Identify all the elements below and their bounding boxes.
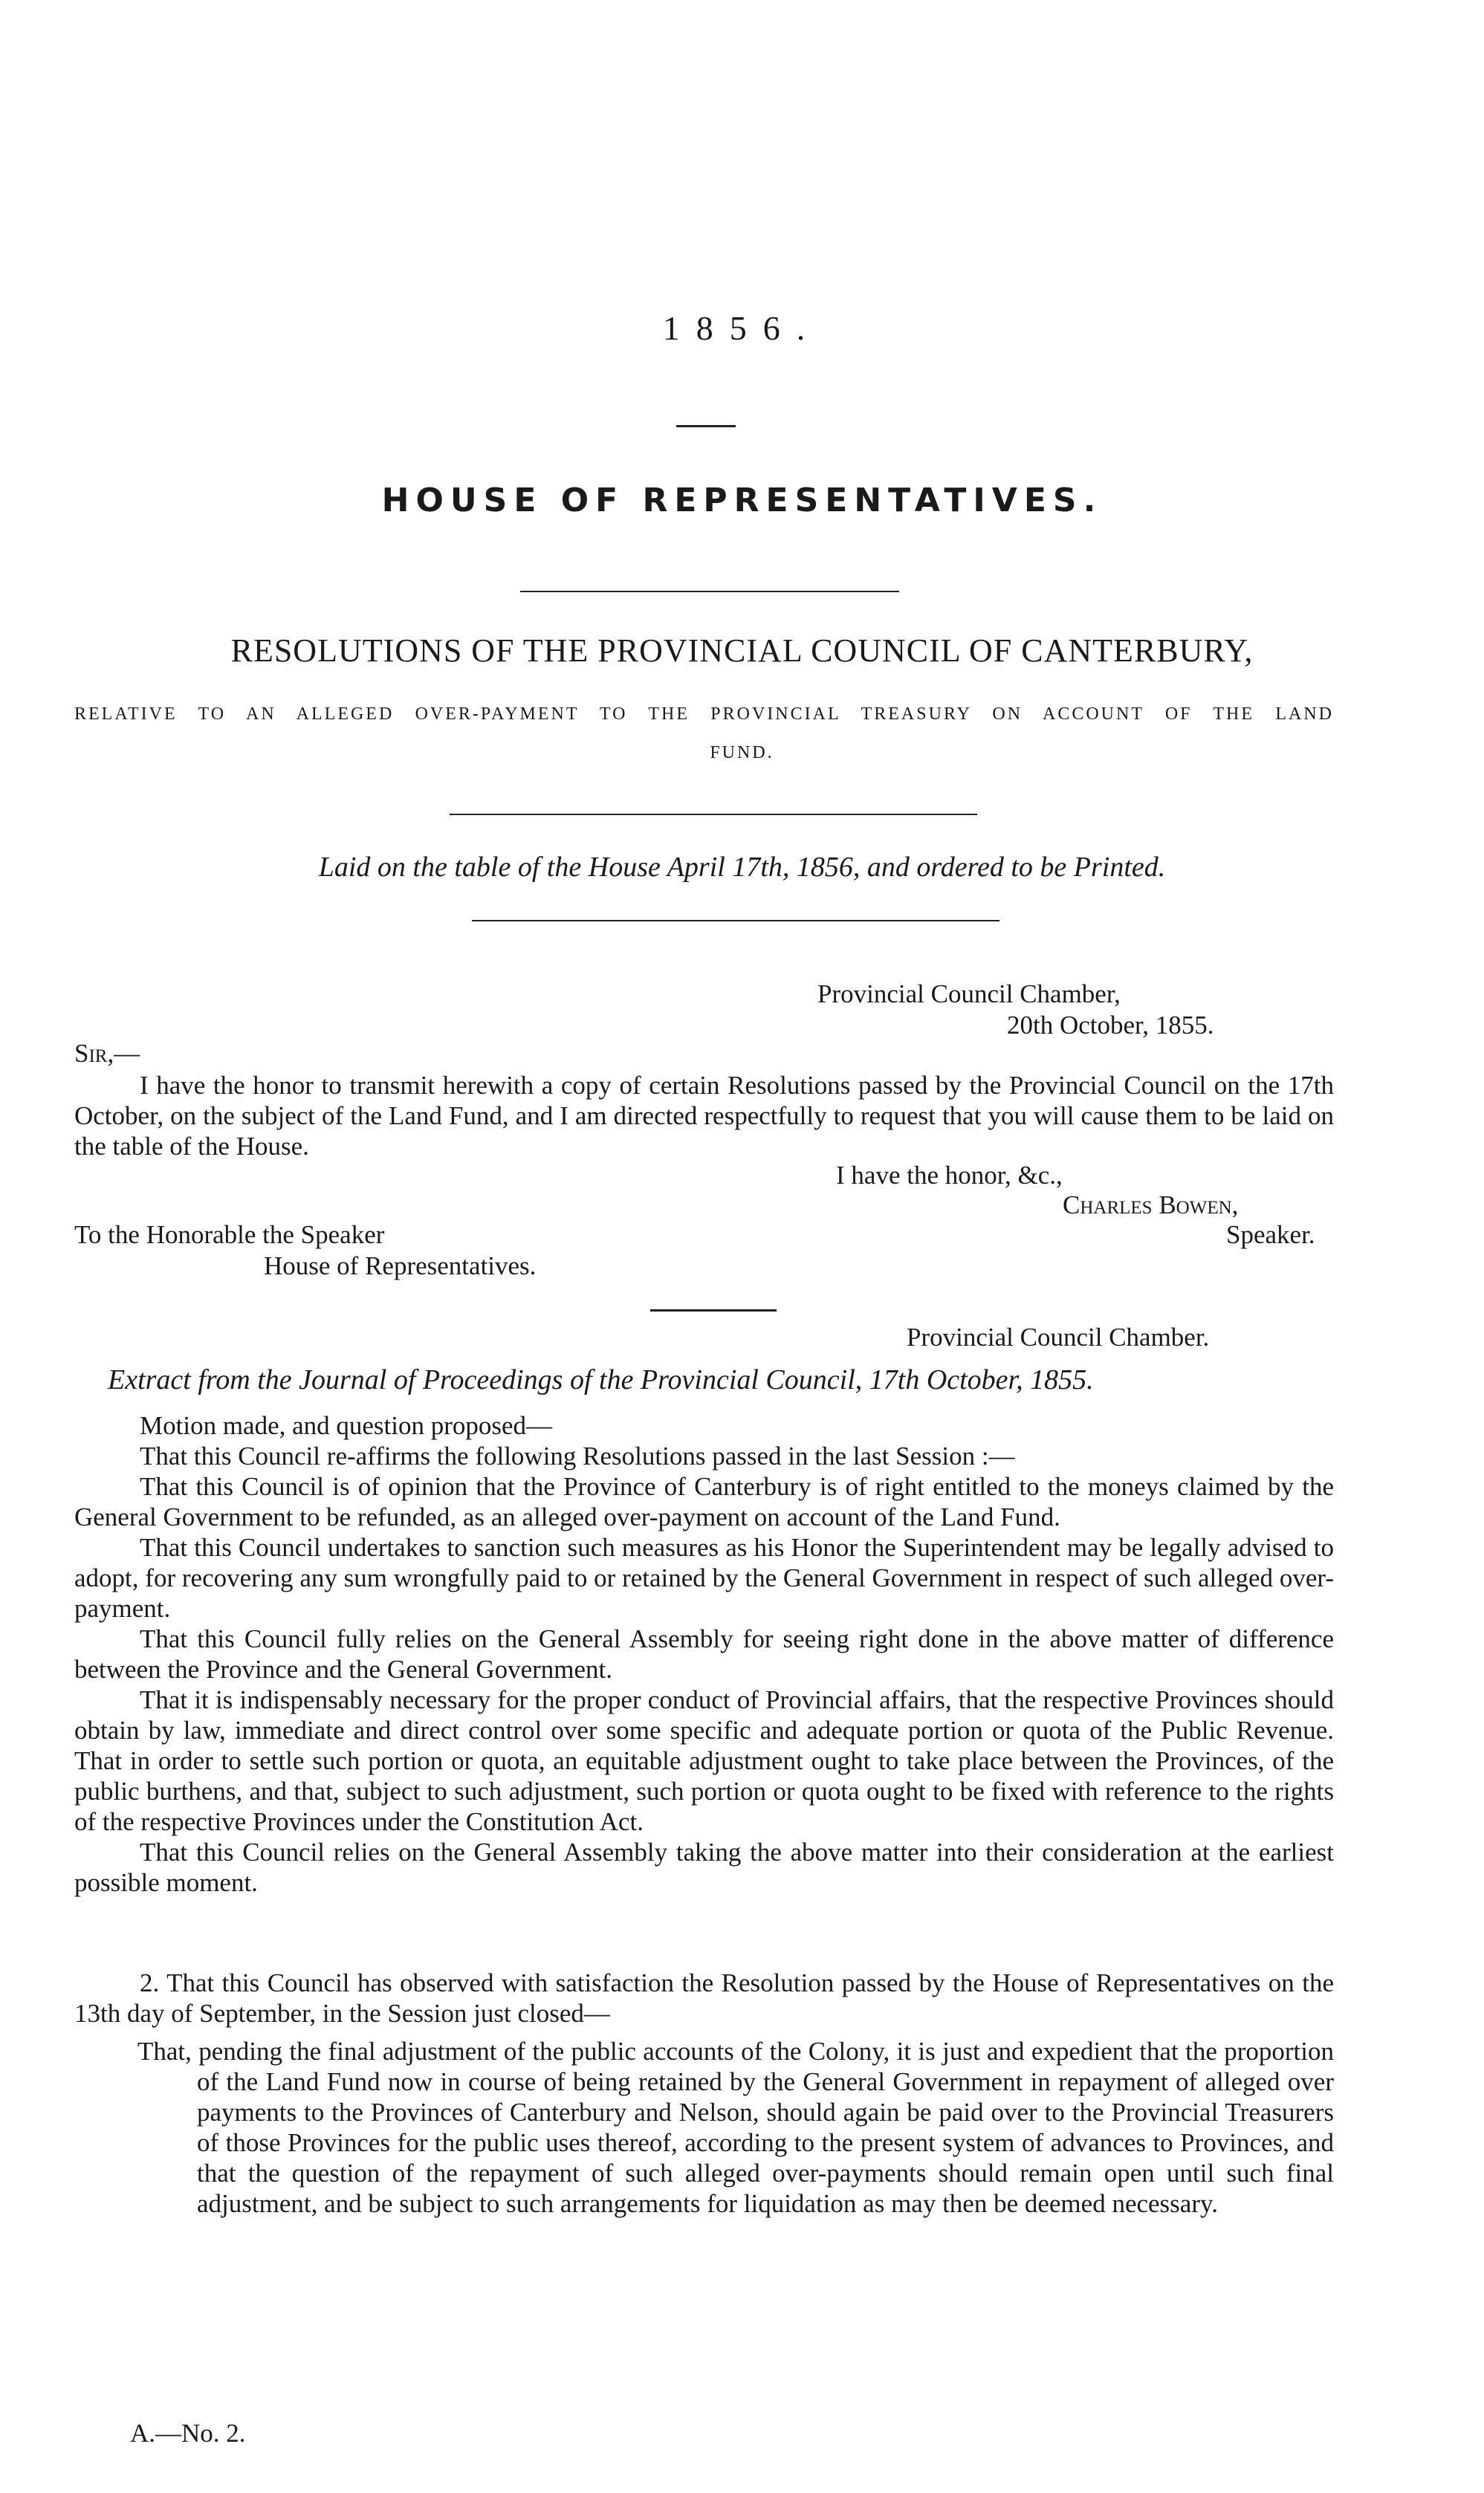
letter-body <box>74 1070 1334 1161</box>
extract-paragraphs <box>74 1410 1334 1898</box>
document-title: RESOLUTIONS OF THE PROVINCIAL COUNCIL OF CANTERBURY, <box>230 632 1254 669</box>
extract-heading: Extract from the Journal of Proceedings of the Provincial Council, 17th October, 1855. <box>108 1364 1094 1395</box>
page-reference: A.—No. 2. <box>130 2419 246 2448</box>
rule-3 <box>472 920 999 921</box>
letter-body-text: I have the honor to transmit herewith a copy of certain Resolutions passed by the Provincial Council on the 17th October, on the subject of the Land Fund, and I am directed respectfully to request that you will cause them to be laid on the table of the House. <box>74 1071 1334 1161</box>
rule-4 <box>650 1309 777 1312</box>
extract-paragraph: That it is indispensably necessary for the proper conduct of Provincial affairs, that the respective Provinces should obtain by law, immediate and direct control over some specific and adequate portion or quota of the Public Revenue. That in order to settle such portion or quota, an equitable adjustment ought to take place between the Provinces, of the public burthens, and that, subject to such adjustment, such portion or quota ought to be fixed with reference to the rights of the respective Provinces under the Constitution Act. <box>74 1685 1334 1836</box>
quoted-resolution-text: That, pending the final adjustment of the public accounts of the Colony, it is just and expedient that the proportion of the Land Fund now in course of being retained by the General Government in repayment of alleged over payments to the Provinces of Canterbury and Nelson, should again be paid over to the Provincial Treasurers of those Provinces for the public uses thereof, according to the present system of advances to Provinces, and that the question of the repayment of such alleged over-payments should remain open until such final adjustment, and be subject to such arrangements for liquidation as may then be deemed necessary. <box>137 2037 1334 2218</box>
extract-paragraph: That this Council undertakes to sanction such measures as his Honor the Superintendent may be legally advised to adopt, for recovering any sum wrongfully paid to or retained by the General Government in respect of such alleged over-payment. <box>74 1533 1334 1623</box>
subtitle-line-2: FUND. <box>710 743 774 762</box>
extract-paragraph: That this Council re-affirms the following Resolutions passed in the last Session :— <box>140 1442 1015 1471</box>
addressee-line-1: To the Honorable the Speaker <box>74 1220 385 1249</box>
extract-chamber: Provincial Council Chamber. <box>907 1323 1210 1352</box>
extract-paragraph: Motion made, and question proposed— <box>140 1411 553 1440</box>
short-rule <box>676 425 736 427</box>
extract-paragraph: That this Council fully relies on the General Assembly for seeing right done in the above matter of difference between the Province and the General Government. <box>74 1624 1334 1684</box>
laid-on-table-note: Laid on the table of the House April 17th, 1856, and ordered to be Printed. <box>318 852 1166 883</box>
rule-2 <box>450 814 977 815</box>
resolution-two-text: 2. That this Council has observed with satisfaction the Resolution passed by the House of Representatives on the 13th day of September, in the Session just closed— <box>74 1968 1334 2028</box>
year-heading: 1856. <box>662 309 822 347</box>
signatory-title: Speaker. <box>1226 1220 1315 1249</box>
resolution-two <box>74 1968 1334 2029</box>
subtitle-line-1: RELATIVE TO AN ALLEGED OVER-PAYMENT TO THE PROVINCIAL TREASURY ON ACCOUNT OF THE LAND <box>74 704 1334 724</box>
letter-closing: I have the honor, &c., <box>836 1161 1063 1190</box>
quoted-resolution <box>137 2036 1334 2219</box>
signatory-name: Charles Bowen, <box>1063 1190 1239 1219</box>
salutation: Sir,— <box>74 1039 140 1068</box>
extract-paragraph: That this Council relies on the General Assembly taking the above matter into their consideration at the earliest possible moment. <box>74 1838 1334 1897</box>
extract-paragraph: That this Council is of opinion that the Province of Canterbury is of right entitled to the moneys claimed by the General Government to be refunded, as an alleged over-payment on account of the Land Fund. <box>74 1472 1334 1531</box>
house-heading: HOUSE OF REPRESENTATIVES. <box>381 482 1103 519</box>
letter-date: 20th October, 1855. <box>1007 1011 1214 1040</box>
rule-1 <box>520 591 899 592</box>
letter-address-line-1: Provincial Council Chamber, <box>817 979 1121 1008</box>
addressee-line-2: House of Representatives. <box>264 1251 537 1280</box>
